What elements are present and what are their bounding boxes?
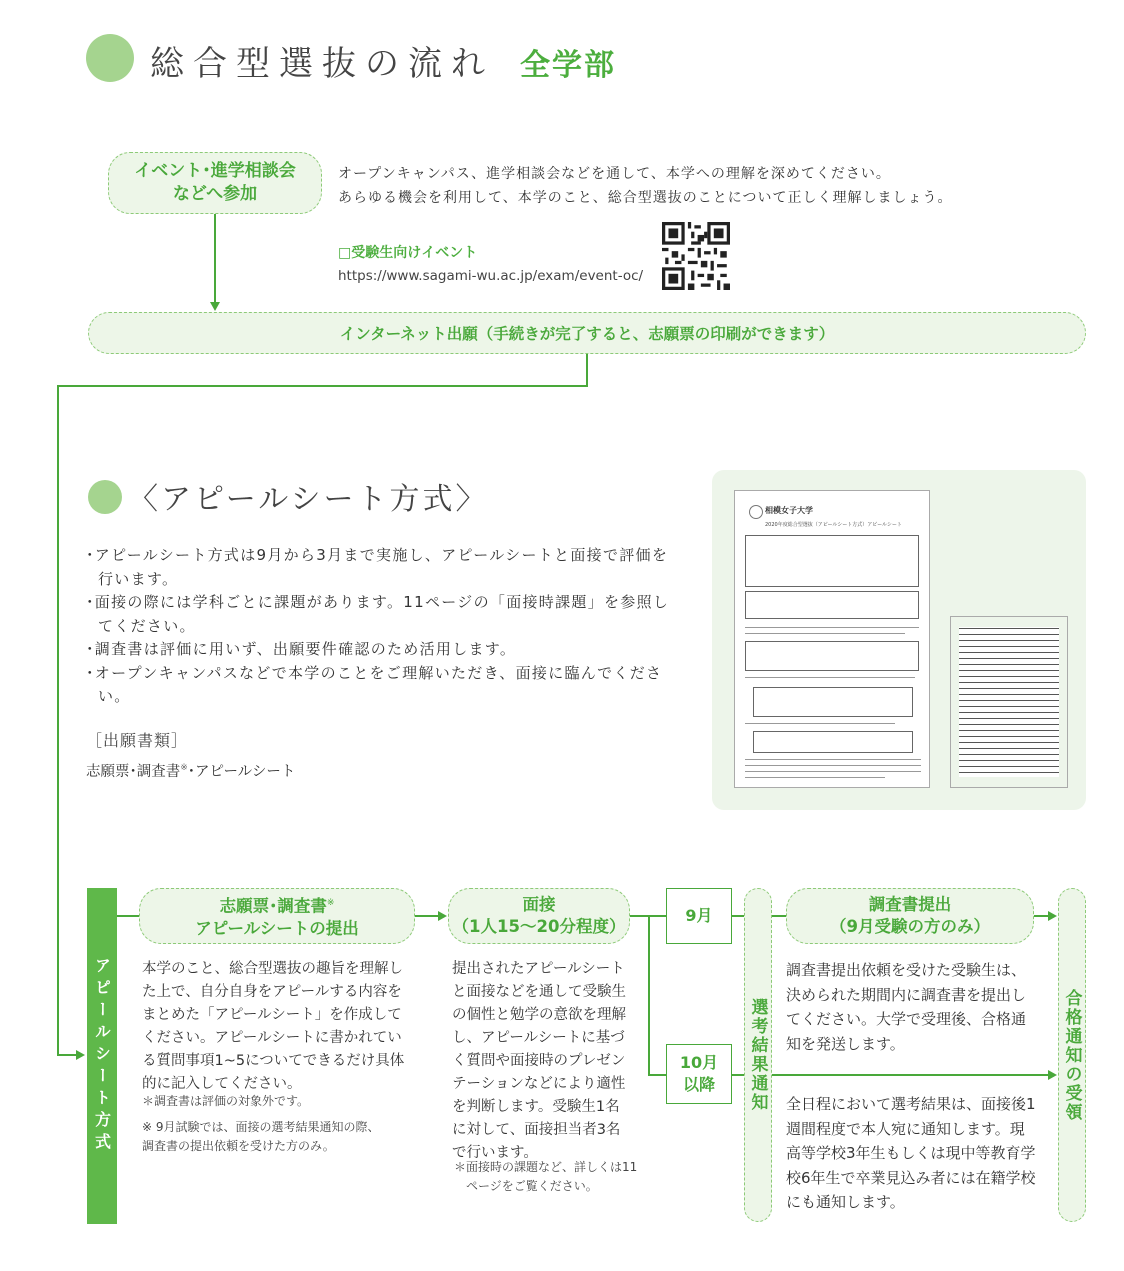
event-description: オープンキャンパス、進学相談会などを通して、本学への理解を深めてください。 あらゆる機会を利用して、本学のこと、総合型選抜のことについて正しく理解しましょう。 bbox=[338, 166, 953, 206]
docs-heading: ［出願書類］ bbox=[86, 731, 189, 750]
docs-list bbox=[86, 760, 295, 781]
section-bullets bbox=[86, 544, 676, 709]
sheet-page-back bbox=[950, 616, 1068, 788]
sheet-form-table bbox=[753, 731, 913, 753]
qr-code-icon bbox=[662, 222, 730, 290]
sheet-form-table bbox=[745, 641, 919, 671]
connector-line bbox=[57, 1054, 77, 1056]
arrow-right-icon bbox=[76, 1050, 85, 1060]
sheet-text-line bbox=[745, 723, 895, 724]
month-october-box: 10月 以降 bbox=[666, 1044, 732, 1104]
schedule-text: 全日程において選考結果は、面接後1週間程度で本人宛に通知します。現高等学校3年生もしくは現中等教育学校6年生で卒業見込み者には在籍学校にも通知します。 bbox=[786, 1095, 1036, 1211]
interview-box: 面接 （1人15～20分程度） bbox=[448, 888, 630, 944]
section-circle-icon bbox=[88, 480, 122, 514]
bullet-item: ･調査書は評価に用いず、出願要件確認のため活用します。 bbox=[86, 640, 517, 658]
page-subtitle: 全学部 bbox=[520, 48, 616, 83]
sheet-logo-icon bbox=[749, 505, 763, 519]
report-submit-text: 調査書提出依頼を受けた受験生は、決められた期間内に調査書を提出してください。大学で受理後、合格通知を発送します。 bbox=[786, 961, 1027, 1053]
submit-note-2: ※ 9月試験では、面接の選考結果通知の際、 調査書の提出依頼を受けた方のみ。 bbox=[142, 1120, 380, 1153]
submit-text: 本学のこと、総合型選抜の趣旨を理解した上で、自分自身をアピールする内容をまとめた「アピールシート」を作成してください。アピールシートに書かれている質問事項1~5についてできるだけ具体的に記入してください。 bbox=[142, 961, 405, 1092]
connector-line bbox=[415, 915, 439, 917]
sheet-univ-name: 相模女子大学 bbox=[765, 506, 813, 515]
sheet-text-line bbox=[745, 633, 905, 634]
page-title: 総合型選抜の流れ bbox=[150, 44, 494, 84]
title-circle-icon bbox=[86, 34, 134, 82]
sheet-doc-title: 2020年度総合型選抜（アピールシート方式）アピールシート bbox=[765, 522, 902, 528]
docs-list-b: ･アピールシート bbox=[187, 764, 296, 780]
method-side-label bbox=[87, 888, 117, 1224]
acceptance-text: 合格通知の受領 bbox=[1061, 988, 1082, 1122]
event-box: イベント･進学相談会 などへ参加 bbox=[108, 152, 322, 214]
connector-line bbox=[772, 915, 786, 917]
bullet-item: ･アピールシート方式は9月から3月まで実施し、アピールシートと面接で評価を行います。 bbox=[86, 546, 669, 588]
connector-line bbox=[57, 385, 59, 1055]
sheet-form-table bbox=[753, 687, 913, 717]
connector-line bbox=[214, 214, 216, 302]
arrow-down-icon bbox=[210, 302, 220, 311]
sheet-page-front bbox=[734, 490, 930, 788]
arrow-right-icon bbox=[1048, 1070, 1057, 1080]
arrow-right-icon bbox=[1048, 911, 1057, 921]
connector-line bbox=[772, 1074, 1050, 1076]
sheet-preview-panel bbox=[712, 470, 1086, 810]
connector-line bbox=[648, 915, 650, 1075]
sheet-text-line bbox=[745, 765, 921, 766]
event-link-label: □受験生向けイベント bbox=[338, 245, 478, 261]
method-side-label-text: アピールシート方式 bbox=[92, 957, 112, 1155]
acceptance-box bbox=[1058, 888, 1086, 1222]
connector-line bbox=[586, 354, 588, 386]
result-notice-box bbox=[744, 888, 772, 1222]
submit-documents-box bbox=[139, 888, 415, 944]
bullet-item: ･面接の際には学科ごとに課題があります。11ページの「面接時課題」を参照してください。 bbox=[86, 593, 670, 635]
sheet-text-line bbox=[745, 777, 885, 778]
sheet-form-table bbox=[745, 591, 919, 619]
event-url[interactable]: https://www.sagami-wu.ac.jp/exam/event-oc/ bbox=[338, 268, 644, 284]
sheet-text-line bbox=[745, 771, 921, 772]
bullet-item: ･オープンキャンパスなどで本学のことをご理解いただき、面接に臨んでください。 bbox=[86, 663, 663, 705]
connector-line bbox=[732, 915, 744, 917]
sheet-form-table bbox=[745, 535, 919, 587]
submit-title-mark: ※ bbox=[326, 898, 335, 909]
report-submit-box: 調査書提出 （9月受験の方のみ） bbox=[786, 888, 1034, 944]
docs-list-a: 志願票･調査書 bbox=[86, 764, 181, 780]
submit-title-a: 志願票･調査書 bbox=[219, 896, 327, 916]
connector-line bbox=[732, 1074, 744, 1076]
result-notice-text: 選考結果通知 bbox=[747, 998, 768, 1112]
submit-note-1: ＊調査書は評価の対象外です。 bbox=[142, 1094, 310, 1108]
interview-text: 提出されたアピールシートと面接などを通して受験生の個性と勉学の意欲を理解し、アピールシートに基づく質問や面接時のプレゼンテーションなどにより適性を判断します。受験生1名に対して、面接担当者3名で行います。 bbox=[452, 961, 626, 1161]
interview-note: ＊面接時の課題など、詳しくは11ページをご覧ください。 bbox=[454, 1160, 638, 1193]
internet-application-box: インターネット出願（手続きが完了すると、志願票の印刷ができます） bbox=[88, 312, 1086, 354]
sheet-text-line bbox=[745, 627, 919, 628]
sheet-text-line bbox=[745, 759, 921, 760]
month-september-box: 9月 bbox=[666, 888, 732, 944]
connector-line bbox=[648, 1074, 666, 1076]
sheet-text-line bbox=[745, 677, 915, 678]
connector-line bbox=[57, 385, 588, 387]
connector-line bbox=[117, 915, 139, 917]
submit-title-line1 bbox=[220, 892, 335, 918]
section-title: 〈アピールシート方式〉 bbox=[128, 482, 489, 517]
arrow-right-icon bbox=[438, 911, 447, 921]
submit-title-b: アピールシートの提出 bbox=[195, 918, 359, 938]
docs-list-mark: ※ bbox=[180, 763, 188, 774]
